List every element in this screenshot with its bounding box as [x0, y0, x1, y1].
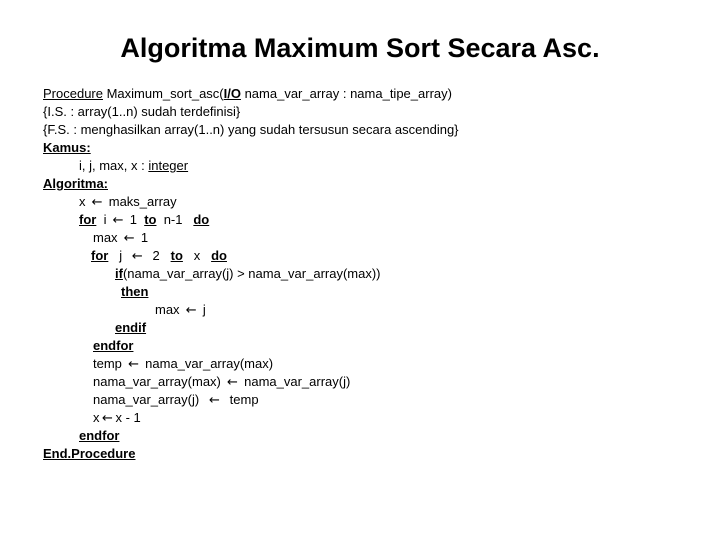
code-line-endfor-outer: [43, 427, 459, 445]
assign-arrow-icon: ←: [227, 375, 238, 390]
assign-arrow-icon: ←: [102, 411, 113, 426]
code-line-end-procedure: [43, 445, 459, 463]
keyword-endfor: endfor: [93, 338, 134, 353]
code-line-then: [43, 283, 459, 301]
assign-arrow-icon: ←: [128, 357, 139, 372]
var-array-j: nama_var_array(j): [93, 392, 200, 407]
keyword-do: do: [193, 212, 210, 227]
keyword-end-procedure: End.Procedure: [43, 446, 136, 461]
keyword-to: to: [144, 212, 157, 227]
slide-title: Algoritma Maximum Sort Secara Asc.: [120, 33, 600, 63]
keyword-then: then: [121, 284, 149, 299]
procedure-name: Maximum_sort_asc(: [102, 86, 224, 101]
code-line-for-j: [43, 247, 459, 265]
keyword-kamus: Kamus:: [43, 140, 91, 155]
keyword-io: I/O: [223, 86, 241, 101]
keyword-to: to: [170, 248, 183, 263]
var-max: max: [155, 302, 180, 317]
code-line-for-i: [43, 211, 459, 229]
if-condition: (nama_var_array(j) > nama_var_array(max)): [122, 266, 381, 281]
assign-arrow-icon: ←: [123, 231, 135, 246]
code-line-if: [43, 265, 459, 283]
kamus-vars: i, j, max, x :: [79, 158, 149, 173]
assign-arrow-icon: ←: [208, 393, 220, 408]
code-line-swap1: [43, 373, 459, 391]
code-line-max-assign: [43, 301, 459, 319]
code-line-temp: [43, 355, 459, 373]
code-line-kamus: [43, 139, 459, 157]
value-array-j: nama_var_array(j): [244, 374, 351, 389]
var-max: max: [93, 230, 118, 245]
keyword-procedure: Procedure: [43, 86, 103, 101]
keyword-endif: endif: [115, 320, 147, 335]
code-line-fs: {F.S. : menghasilkan array(1..n) yang sudah tersusun secara ascending}: [43, 122, 459, 137]
value-maks-array: maks_array: [108, 194, 177, 209]
procedure-params: nama_var_array : nama_tipe_array): [240, 86, 452, 101]
var-i: i: [103, 212, 107, 227]
assign-arrow-icon: ←: [131, 249, 143, 264]
value-temp: temp: [229, 392, 259, 407]
code-line-swap2: [43, 391, 459, 409]
value-one: 1: [140, 230, 149, 245]
keyword-for: for: [91, 248, 109, 263]
assign-arrow-icon: ←: [112, 213, 124, 228]
var-temp: temp: [93, 356, 122, 371]
assign-arrow-icon: ←: [185, 303, 197, 318]
value-end: n-1: [163, 212, 183, 227]
var-array-max: nama_var_array(max): [93, 374, 221, 389]
code-line-kamus-vars: [43, 157, 459, 175]
code-line-endif: [43, 319, 459, 337]
keyword-integer: integer: [148, 158, 189, 173]
pseudocode-block: [43, 85, 459, 463]
var-j: j: [119, 248, 123, 263]
keyword-for: for: [79, 212, 97, 227]
code-line-x-dec: [43, 409, 459, 427]
code-line-algoritma: [43, 175, 459, 193]
assign-arrow-icon: ←: [91, 195, 103, 210]
code-line-x-init: [43, 193, 459, 211]
code-line-is: {I.S. : array(1..n) sudah terdefinisi}: [43, 104, 241, 119]
value-end: x: [193, 248, 201, 263]
keyword-do: do: [211, 248, 227, 263]
value-x-minus-one: x - 1: [115, 410, 141, 425]
var-j: j: [202, 302, 206, 317]
value-start: 1: [129, 212, 137, 227]
keyword-endfor: endfor: [79, 428, 120, 443]
var-x: x: [93, 410, 100, 425]
keyword-if: if: [115, 266, 123, 281]
code-line-endfor-inner: [43, 337, 459, 355]
value-array-max: nama_var_array(max): [145, 356, 274, 371]
keyword-algoritma: Algoritma:: [43, 176, 108, 191]
var-x: x: [79, 194, 86, 209]
value-start: 2: [152, 248, 160, 263]
code-line-max-init: [43, 229, 459, 247]
code-line-procedure: [43, 85, 459, 103]
